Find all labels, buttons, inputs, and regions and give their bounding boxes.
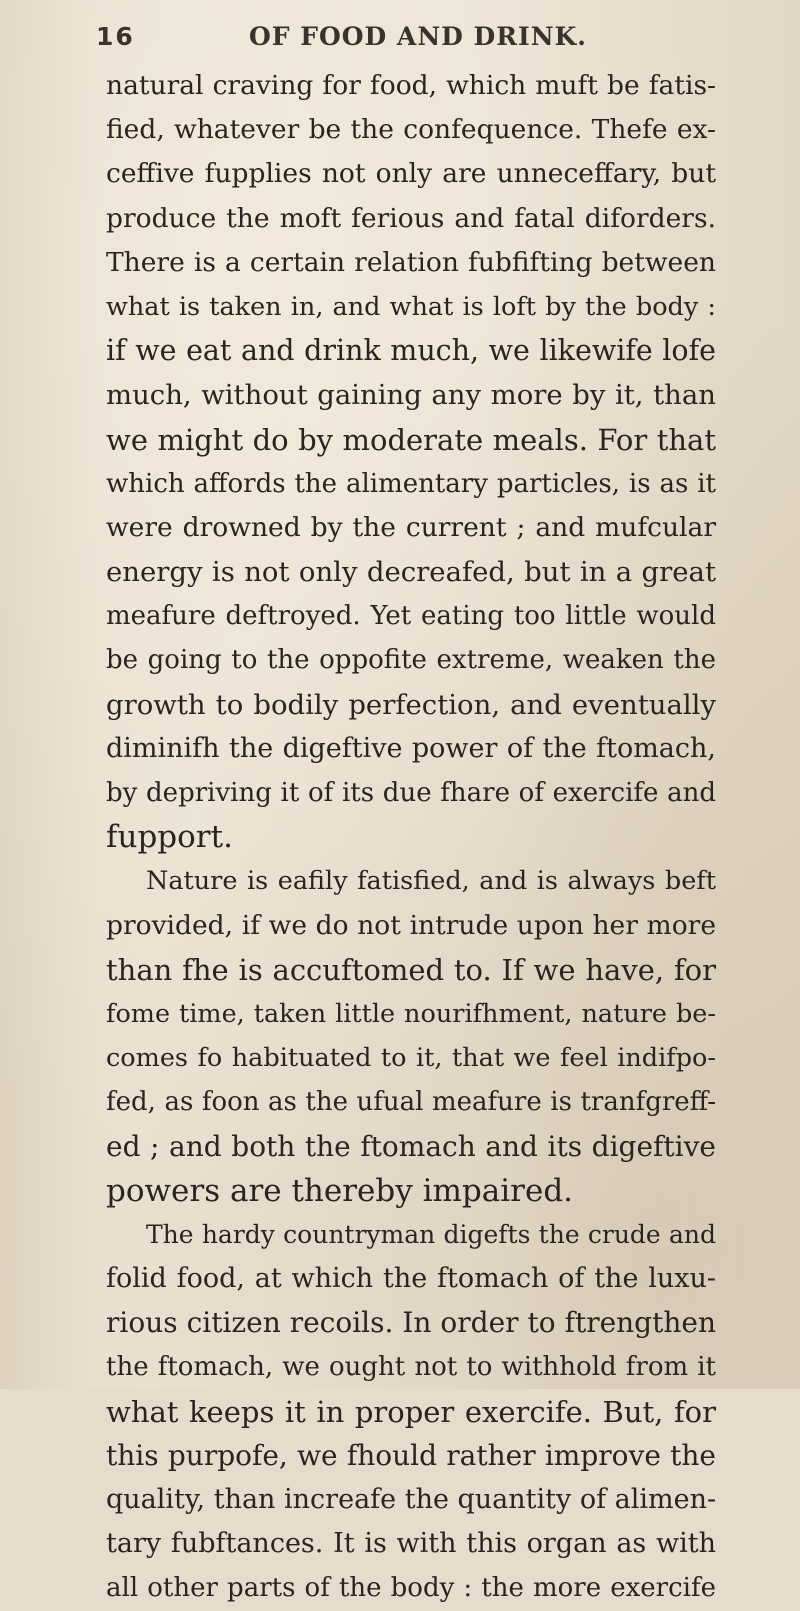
text-line: fupport.	[106, 819, 233, 856]
page-header	[96, 14, 716, 58]
text-line: be going to the oppofite extreme, weaken the	[106, 645, 716, 676]
text-line: the ftomach, we ought not to withhold from it	[106, 1352, 716, 1383]
text-line: we might do by moderate meals. For that	[106, 422, 716, 457]
text-line: powers are thereby impaired.	[106, 1172, 574, 1209]
text-line: what is taken in, and what is loft by the body :	[106, 291, 716, 322]
paragraph-start-line: The hardy countryman digefts the crude and	[146, 1219, 716, 1249]
text-line: folid food, at which the ftomach of the luxu-	[106, 1263, 716, 1295]
text-line: all other parts of the body : the more exercife	[106, 1573, 716, 1604]
text-line: diminifh the digeftive power of the ftomach,	[106, 732, 716, 764]
paragraph-start-line: Nature is eafily fatisfied, and is always beft	[146, 866, 716, 897]
text-line: much, without gaining any more by it, than	[106, 379, 716, 412]
text-line: rious citizen recoils. In order to ftrengthen	[106, 1306, 716, 1340]
text-line: ed ; and both the ftomach and its digeftive	[106, 1129, 716, 1163]
text-line: if we eat and drink much, we likewife lofe	[106, 334, 716, 368]
running-head: OF FOOD AND DRINK.	[249, 22, 587, 51]
text-line: quality, than increafe the quantity of alimen-	[106, 1484, 717, 1515]
text-line: provided, if we do not intrude upon her more	[106, 909, 716, 941]
text-line: this purpofe, we fhould rather improve the	[106, 1438, 716, 1472]
text-line: by depriving it of its due fhare of exercife and	[106, 778, 716, 808]
body-text	[106, 64, 717, 1604]
text-line: which affords the alimentary particles, is as it	[106, 468, 716, 499]
text-line: tary fubftances. It is with this organ as with	[106, 1528, 716, 1560]
text-line: than fhe is accuftomed to. If we have, for	[106, 952, 716, 987]
text-line: natural craving for food, which muft be fatis-	[106, 70, 716, 101]
text-line: produce the moft ferious and fatal diforders.	[106, 202, 716, 234]
text-line: ceffive fupplies not only are unneceffary, but	[106, 158, 716, 190]
text-line: were drowned by the current ; and mufcular	[106, 511, 716, 543]
text-line: what keeps it in proper exercife. But, for	[106, 1394, 716, 1429]
text-line: meafure deftroyed. Yet eating too little would	[106, 601, 716, 632]
text-line: fied, whatever be the confequence. Thefe ex-	[106, 114, 716, 146]
text-line: energy is not only decreafed, but in a great	[106, 556, 716, 589]
text-line: fed, as foon as the ufual meafure is tranfgreff-	[106, 1087, 716, 1118]
text-line: growth to bodily perfection, and eventually	[106, 688, 716, 721]
text-line: There is a certain relation fubfifting between	[106, 246, 716, 278]
text-line: fome time, taken little nourifhment, nature be-	[106, 998, 716, 1029]
text-line: comes fo habituated to it, that we feel indifpo-	[106, 1043, 716, 1074]
page-number: 16	[96, 22, 135, 51]
